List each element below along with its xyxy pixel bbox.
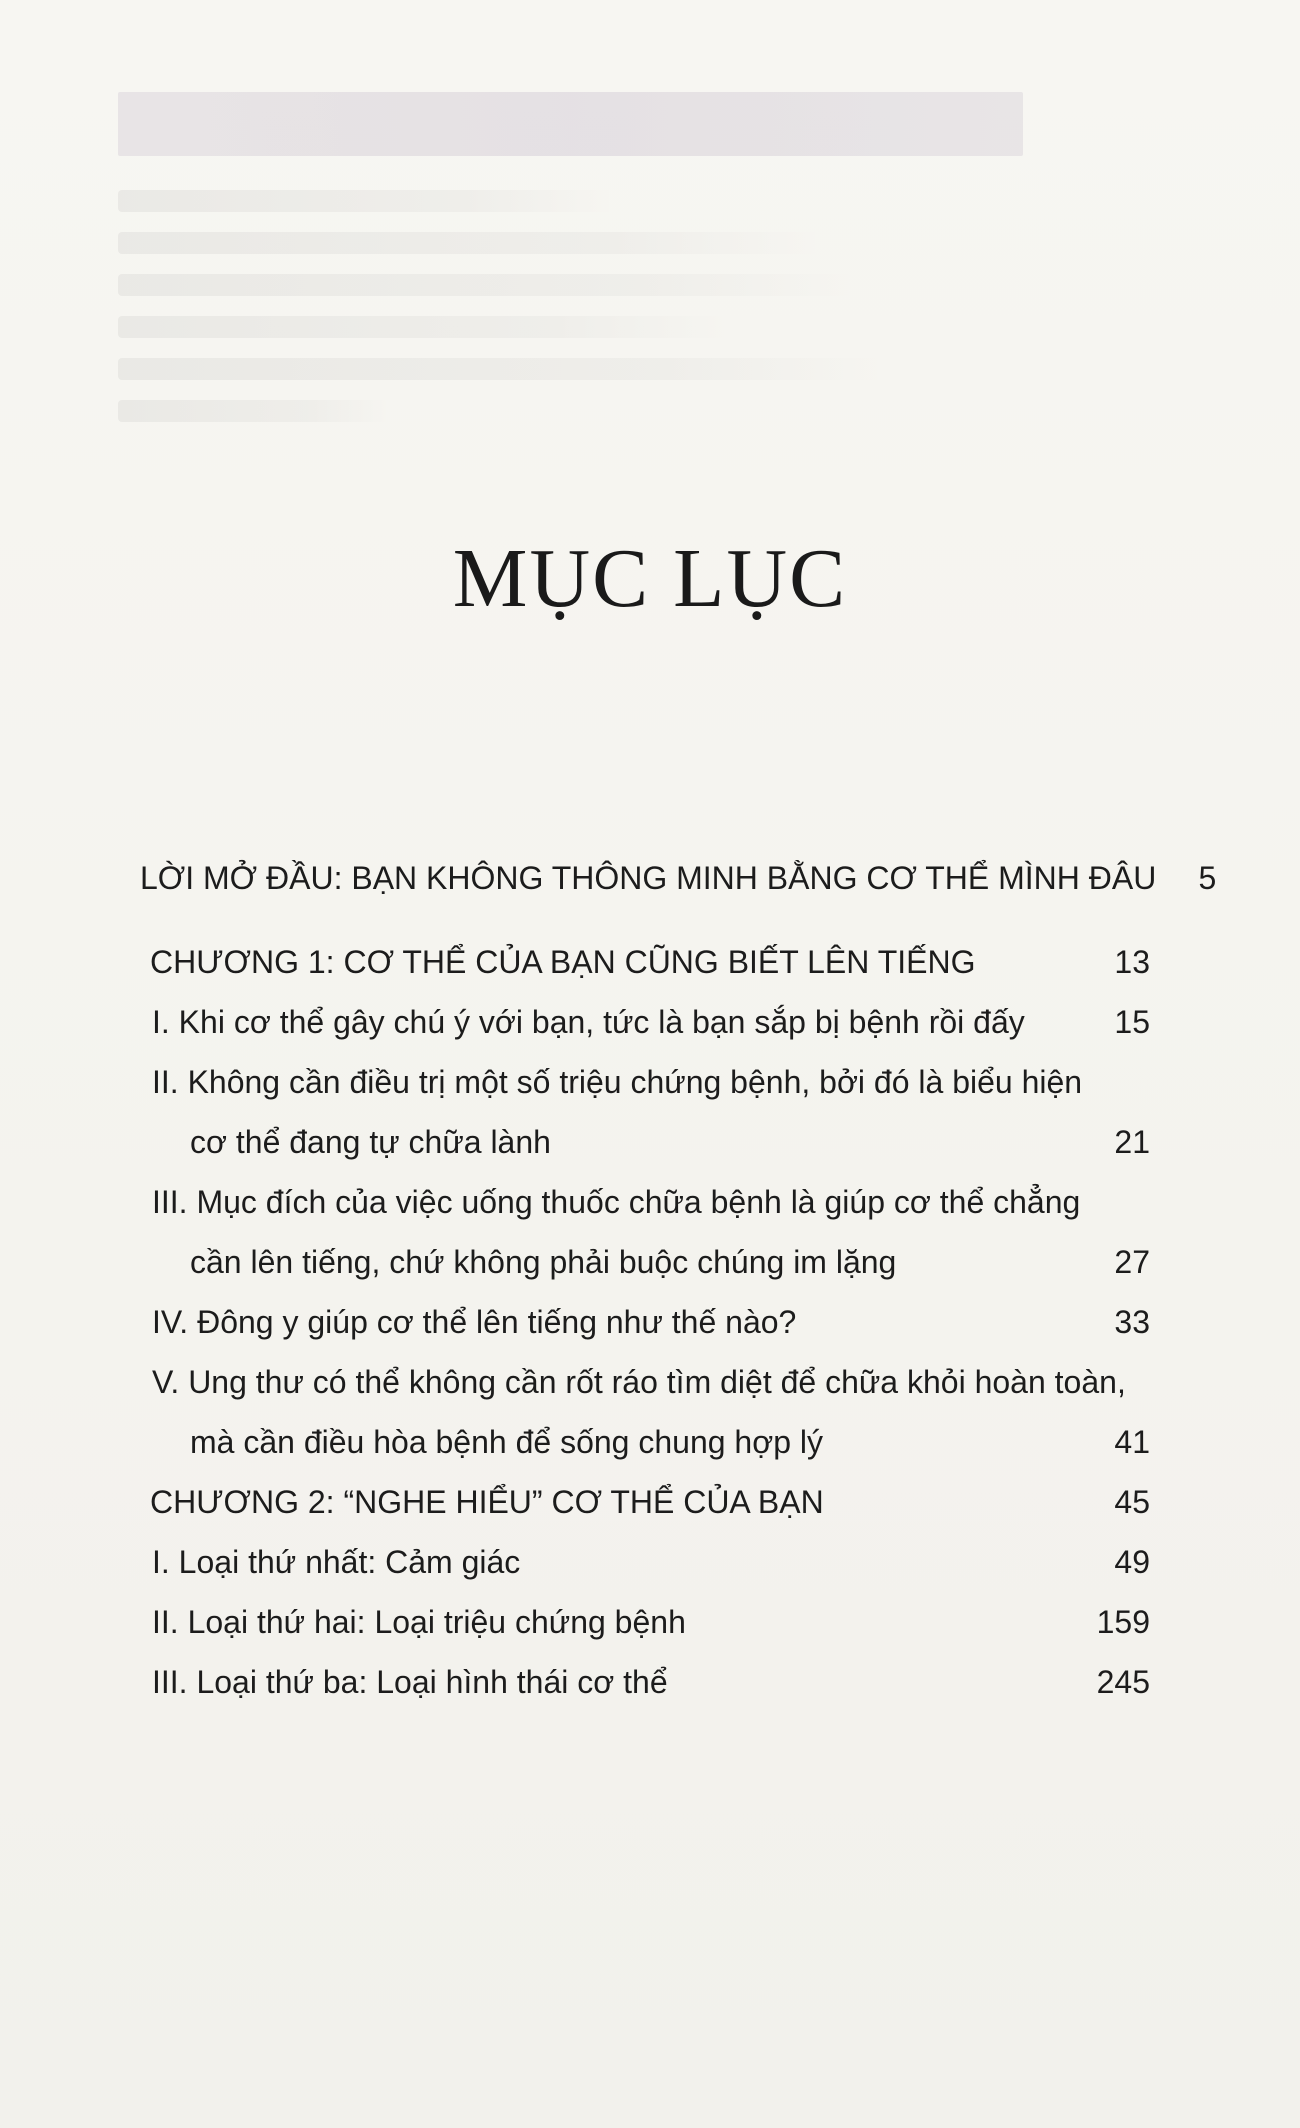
- toc-entry-label: III. Mục đích của việc uống thuốc chữa bệnh là giúp cơ thể chẳng: [152, 1184, 1081, 1220]
- toc-entry-page: 15: [1114, 1004, 1150, 1040]
- toc-entry-label: I. Khi cơ thể gây chú ý với bạn, tức là bạn sắp bị bệnh rồi đấy: [152, 1004, 1025, 1040]
- toc-entry-label: III. Loại thứ ba: Loại hình thái cơ thể: [152, 1664, 668, 1700]
- toc-entry-continuation: [140, 1112, 1150, 1172]
- toc-entry-chapter-2: [140, 1472, 1150, 1532]
- toc-entry: [140, 1532, 1150, 1592]
- toc-entry: [140, 1592, 1150, 1652]
- show-through-line: [118, 190, 613, 212]
- show-through-line: [118, 400, 388, 422]
- toc-entry-label: I. Loại thứ nhất: Cảm giác: [152, 1544, 521, 1580]
- show-through-line: [118, 358, 883, 380]
- toc-entry-label: V. Ung thư có thể không cần rốt ráo tìm diệt để chữa khỏi hoàn toàn,: [152, 1364, 1126, 1400]
- toc-entry-page: 5: [1198, 860, 1217, 896]
- toc-entry-label: II. Loại thứ hai: Loại triệu chứng bệnh: [152, 1604, 686, 1640]
- show-through-line: [118, 316, 730, 338]
- toc-entry-page: 13: [1114, 944, 1150, 980]
- toc-entry-label: cơ thể đang tự chữa lành: [190, 1124, 551, 1160]
- show-through-line: [118, 274, 856, 296]
- toc-entry-label: IV. Đông y giúp cơ thể lên tiếng như thế nào?: [152, 1304, 797, 1340]
- toc-entry-page: 45: [1114, 1484, 1150, 1520]
- toc-entry-label: mà cần điều hòa bệnh để sống chung hợp lý: [190, 1424, 823, 1460]
- toc-entry-label: CHƯƠNG 2: “NGHE HIỂU” CƠ THỂ CỦA BẠN: [150, 1484, 824, 1520]
- toc-entry-preface: [140, 848, 1217, 932]
- page-title: MỤC LỤC: [452, 532, 848, 625]
- toc-entry-continuation: [140, 1412, 1150, 1472]
- toc-entry: [140, 1172, 1150, 1232]
- show-through-band: [118, 92, 1023, 156]
- toc-entry-label: cần lên tiếng, chứ không phải buộc chúng im lặng: [190, 1244, 897, 1280]
- toc-entry-page: 41: [1114, 1424, 1150, 1460]
- toc-entry-label: LỜI MỞ ĐẦU: BẠN KHÔNG THÔNG MINH BẰNG CƠ THỂ MÌNH ĐÂU: [140, 860, 1157, 896]
- toc-entry: [140, 1352, 1150, 1412]
- toc-entry-chapter-1: [140, 932, 1150, 992]
- toc-entry-page: 33: [1114, 1304, 1150, 1340]
- show-through-text: [118, 190, 1018, 442]
- toc-entry-page: 245: [1096, 1664, 1150, 1700]
- toc-entry-label: II. Không cần điều trị một số triệu chứng bệnh, bởi đó là biểu hiện: [152, 1064, 1083, 1100]
- toc-entry: [140, 992, 1150, 1052]
- toc-entry-page: 21: [1114, 1124, 1150, 1160]
- show-through-line: [118, 232, 820, 254]
- toc-entry-page: 159: [1096, 1604, 1150, 1640]
- toc-entry-page: 49: [1114, 1544, 1150, 1580]
- toc-entry-label: CHƯƠNG 1: CƠ THỂ CỦA BẠN CŨNG BIẾT LÊN TIẾNG: [150, 944, 976, 980]
- toc-entry-continuation: [140, 1232, 1150, 1292]
- toc-entry: [140, 1652, 1150, 1712]
- toc-entry-page: 27: [1114, 1244, 1150, 1280]
- table-of-contents: [140, 848, 1217, 1712]
- toc-entry: [140, 1292, 1150, 1352]
- toc-entry: [140, 1052, 1150, 1112]
